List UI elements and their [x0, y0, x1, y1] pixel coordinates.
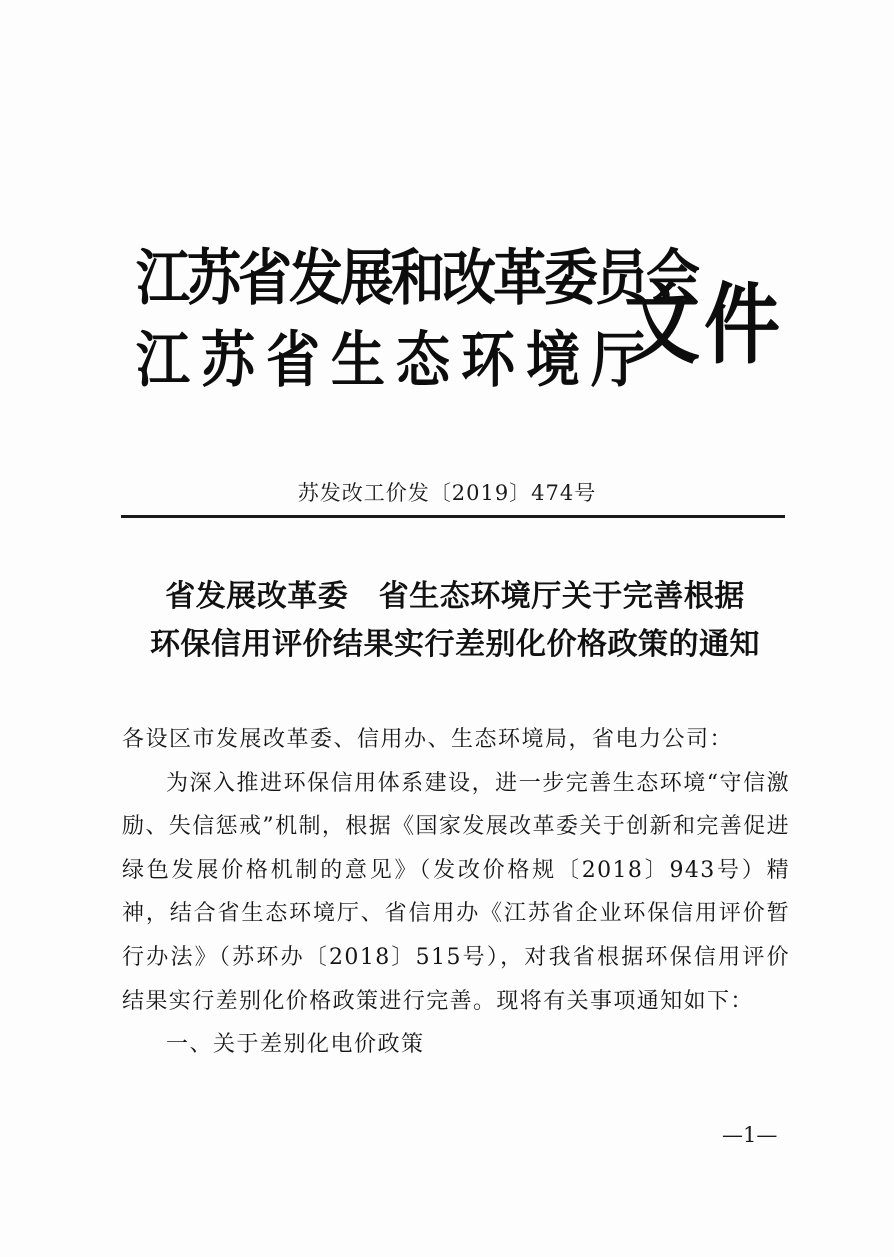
issuer-block — [136, 238, 697, 396]
document-type-label: 文件 — [624, 273, 784, 376]
salutation: 各设区市发展改革委、信用办、生态环境局，省电力公司： — [122, 727, 734, 752]
document-title — [110, 573, 800, 669]
issuer-name-development-reform-commission: 江苏省发展和改革委员会 — [136, 242, 697, 314]
document-body — [122, 718, 790, 1067]
header-divider — [121, 515, 785, 518]
title-line-1: 省发展改革委 省生态环境厅关于完善根据 — [165, 579, 745, 614]
page-number: —1— — [722, 1123, 778, 1147]
title-line-2: 环保信用评价结果实行差别化价格政策的通知 — [150, 627, 760, 662]
section-heading: 一、关于差别化电价政策 — [166, 1032, 425, 1058]
document-number: 苏发改工价发〔2019〕474号 — [297, 481, 597, 505]
body-paragraph: 为深入推进环保信用体系建设，进一步完善生态环境“守信激励、失信惩戒”机制，根据《国家发展改革委关于创新和完善促进绿色发展价格机制的意见》（发改价格规〔2018〕943号）精神，结合省生态环境厅、省信用办《江苏省企业环保信用评价暂行办法》（苏环办〔2018〕515号），对我省根据环保信用评价结果实行差别化价格政策进行完善。现将有关事项通知如下： — [122, 770, 790, 1014]
issuer-name-ecology-environment-department: 江苏省生态环境厅 — [136, 324, 656, 396]
